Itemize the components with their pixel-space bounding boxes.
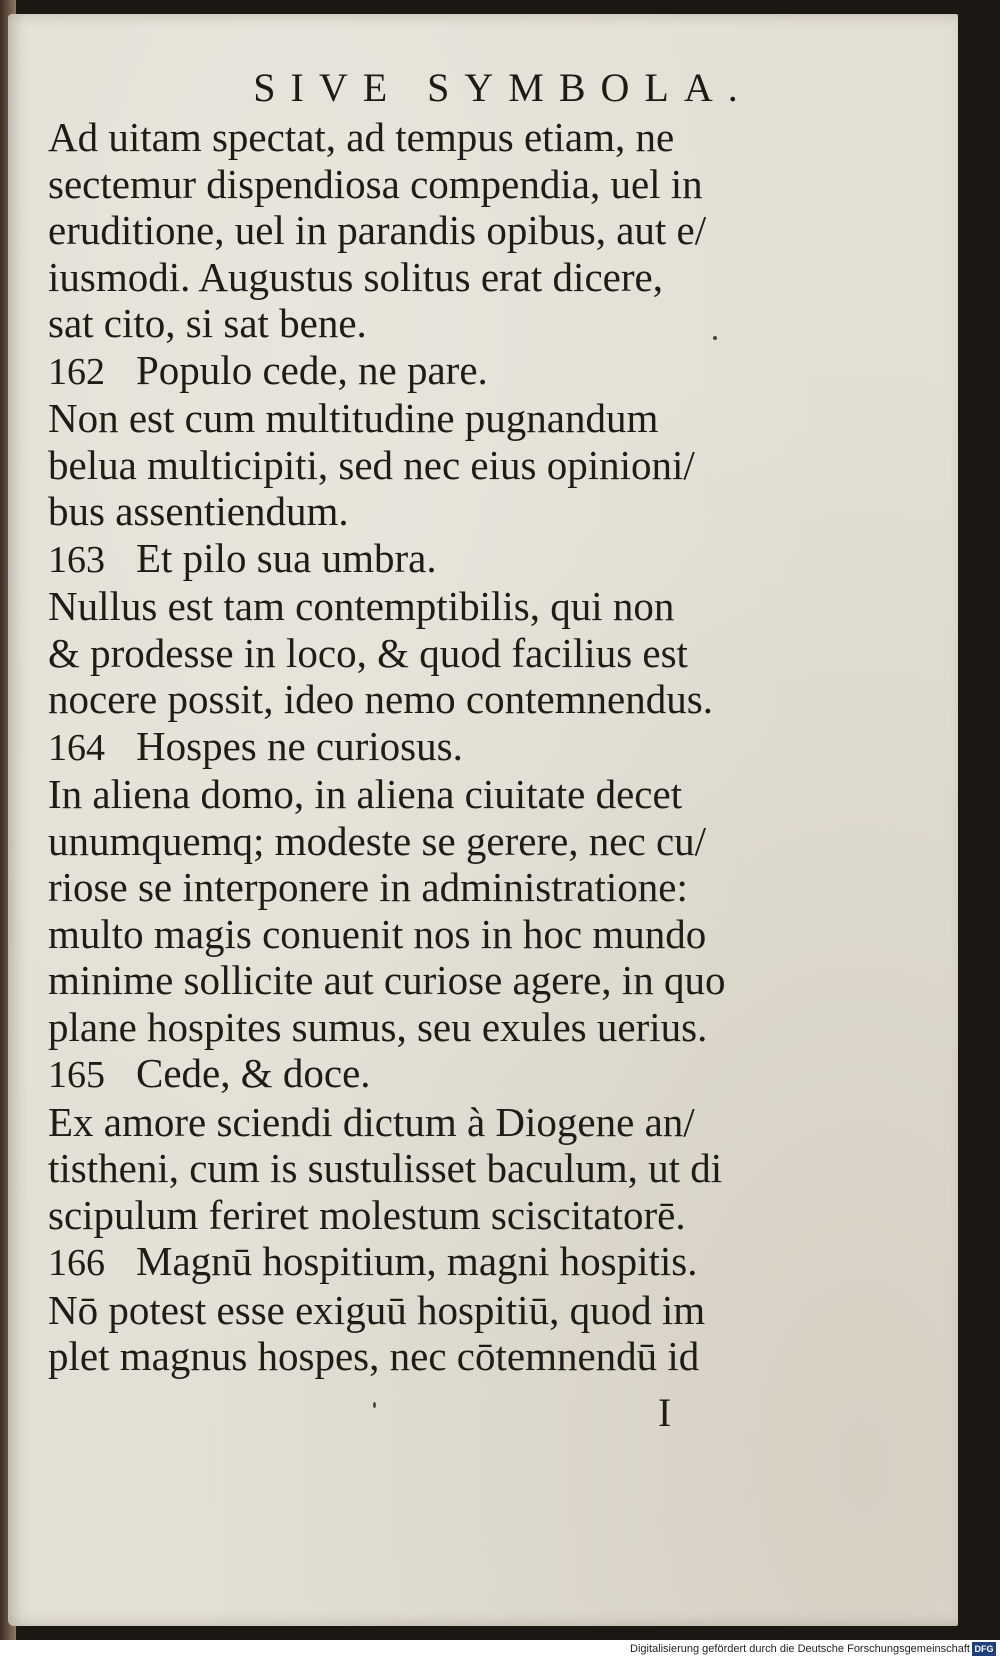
entry-number: 162 [48,350,105,393]
entry-heading [48,723,788,772]
text-line: Nō potest esse exiguū hospitiū, quod im [48,1286,706,1333]
entry-title: Cede, & doce. [136,1050,371,1096]
entry-title: Magnū hospitium, magni hospitis. [136,1238,698,1284]
paper-speck [373,1402,376,1408]
text-line: In aliena domo, in aliena ciuitate decet [48,771,683,817]
entry-heading [48,535,788,584]
entry-title: Hospes ne curiosus. [136,722,463,769]
text-line: Ad uitam spectat, ad tempus etiam, ne [48,114,675,160]
entry-heading [48,1050,788,1099]
text-line: Ex amore sciendi dictum à Diogene an/ [48,1098,695,1145]
text-line: minime sollicite aut curiose agere, in quo [48,957,726,1003]
text-line: multo magis conuenit nos in hoc mundo [48,910,707,957]
text-line: Non est cum multitudine pugnandum [48,395,659,441]
text-line: scipulum feriret molestum sciscitatorē. [48,1191,686,1238]
entry-title: Populo cede, ne pare. [136,346,488,393]
text-line: plane hospites sumus, seu exules uerius. [48,1003,708,1050]
entry-number: 166 [48,1242,105,1284]
text-line: belua multicipiti, sed nec eius opinioni/ [48,441,695,488]
text-line: sat cito, si sat bene. [48,300,367,346]
text-line: unumquemq; modeste se gerere, nec cu/ [48,817,707,864]
running-head: SIVE SYMBOLA. [253,65,753,110]
entry-heading [48,347,788,396]
paper-speck [713,336,717,340]
text-line: & prodesse in loco, & quod facilius est [48,629,688,676]
dfg-logo: DFG [972,1642,996,1656]
text-line: eruditione, uel in parandis opibus, aut e/ [48,207,707,253]
text-line: nocere possit, ideo nemo contemnendus. [48,676,713,722]
signature-mark: I [658,1390,672,1435]
entry-number: 163 [48,538,105,581]
entry-title: Et pilo sua umbra. [136,534,437,581]
entry-number: 165 [48,1054,105,1096]
text-line: iusmodi. Augustus solitus erat dicere, [48,253,663,300]
footer-bar [0,1640,1000,1660]
entry-number: 164 [48,726,105,769]
footer-credit: Digitalisierung gefördert durch die Deutsche Forschungsgemeinschaft [630,1643,970,1655]
entry-heading [48,1238,788,1287]
text-line: tistheni, cum is sustulisset baculum, ut di [48,1145,723,1191]
text-line: riose se interponere in administratione: [48,864,688,910]
text-line: bus assentiendum. [48,488,349,534]
body-text [48,114,788,1380]
text-line: Nullus est tam contemptibilis, qui non [48,583,675,629]
book-page [8,14,958,1626]
text-line: sectemur dispendiosa compendia, uel in [48,160,703,207]
text-line: plet magnus hospes, nec cōtemnendū id [48,1333,700,1379]
